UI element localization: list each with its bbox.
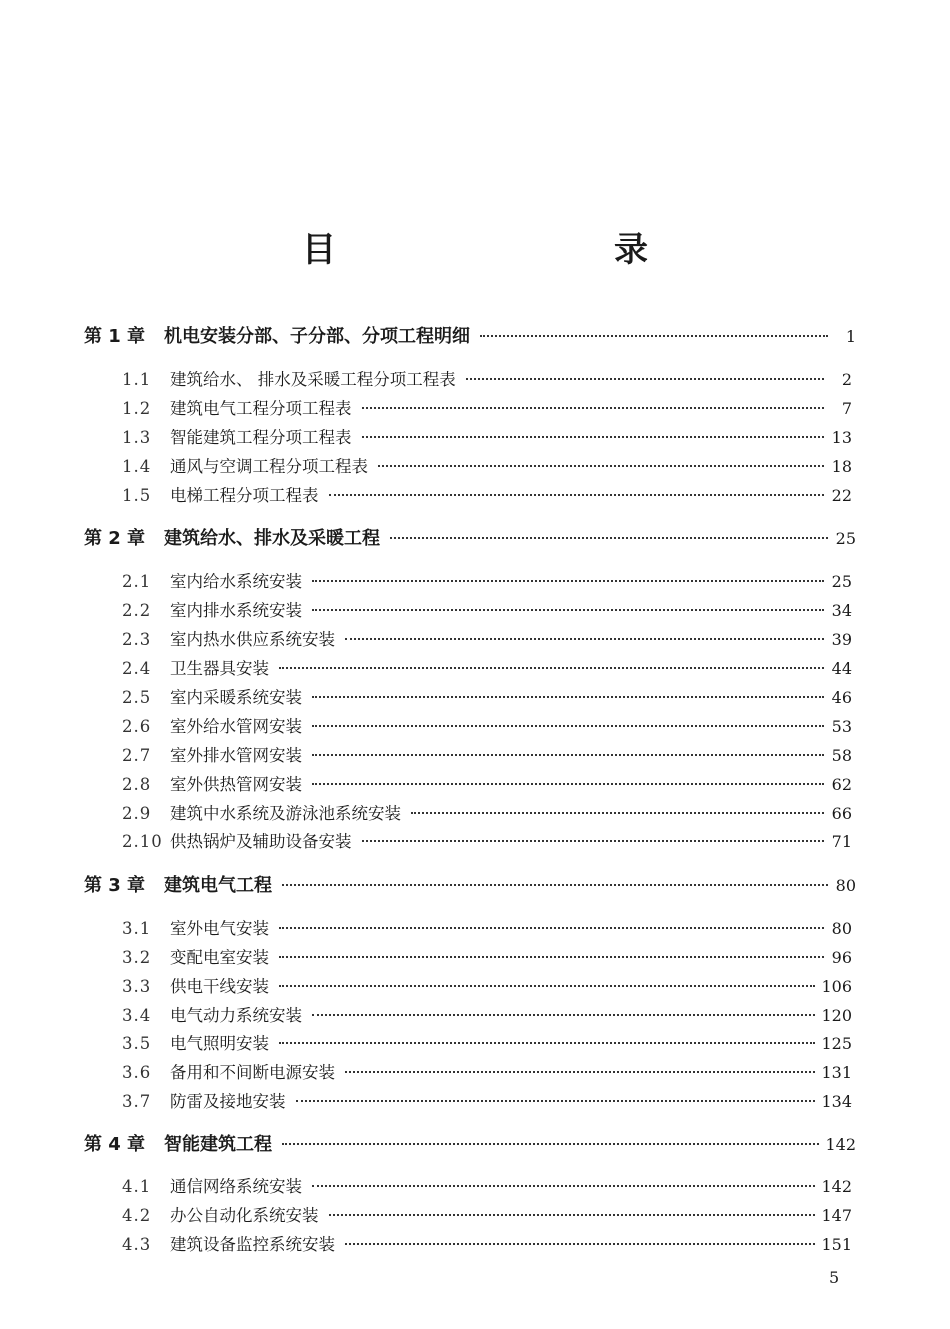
entry-page-number: 151 — [821, 1235, 852, 1254]
dot-leader — [329, 494, 825, 496]
entry-title: 变配电室安装 — [170, 948, 269, 967]
entry-title: 建筑给水、 排水及采暖工程分项工程表 — [170, 370, 456, 389]
entry-title: 室外电气安装 — [170, 919, 269, 938]
entry-page-number: 39 — [831, 630, 852, 649]
toc-section-entry[interactable] — [122, 366, 852, 390]
entry-page-number: 34 — [831, 601, 852, 620]
entry-page-number: 58 — [831, 746, 852, 765]
toc-section-entry[interactable] — [122, 453, 852, 477]
entry-number: 3.4 — [122, 1006, 152, 1025]
page-title: 目 录 — [302, 230, 718, 270]
entry-number: 1.5 — [122, 486, 152, 505]
dot-leader — [362, 407, 825, 409]
entry-title: 电气照明安装 — [170, 1034, 269, 1053]
entry-title: 智能建筑工程分项工程表 — [170, 428, 352, 447]
entry-number: 第 3 章 — [84, 875, 146, 896]
dot-leader — [390, 537, 828, 539]
entry-page-number: 53 — [831, 717, 852, 736]
entry-number: 2.1 — [122, 572, 152, 591]
entry-page-number: 125 — [821, 1034, 852, 1053]
entry-title: 室外供热管网安装 — [170, 775, 302, 794]
toc-section-entry[interactable] — [122, 1202, 852, 1226]
dot-leader — [378, 465, 824, 467]
entry-title: 建筑电气工程分项工程表 — [170, 399, 352, 418]
entry-title: 室内排水系统安装 — [170, 601, 302, 620]
dot-leader — [279, 956, 824, 958]
entry-page-number: 44 — [831, 659, 852, 678]
dot-leader — [312, 696, 824, 698]
entry-page-number: 25 — [835, 529, 856, 548]
dot-leader — [279, 667, 824, 669]
entry-page-number: 142 — [821, 1177, 852, 1196]
entry-number: 2.3 — [122, 630, 152, 649]
entry-number: 2.10 — [122, 832, 163, 851]
entry-number: 1.4 — [122, 457, 152, 476]
entry-number: 第 1 章 — [84, 326, 146, 347]
dot-leader — [345, 1243, 815, 1245]
dot-leader — [282, 1143, 819, 1145]
dot-leader — [282, 884, 828, 886]
dot-leader — [279, 985, 815, 987]
toc-section-entry[interactable] — [122, 655, 852, 679]
entry-page-number: 142 — [825, 1135, 856, 1154]
toc-section-entry[interactable] — [122, 597, 852, 621]
dot-leader — [345, 1071, 815, 1073]
dot-leader — [480, 335, 828, 337]
entry-number: 2.7 — [122, 746, 152, 765]
dot-leader — [312, 580, 824, 582]
toc-section-entry[interactable] — [122, 482, 852, 506]
entry-number: 4.1 — [122, 1177, 152, 1196]
entry-title: 建筑电气工程 — [164, 875, 272, 896]
toc-section-entry[interactable] — [122, 1231, 852, 1255]
entry-page-number: 66 — [831, 804, 852, 823]
page-number: 5 — [829, 1268, 840, 1287]
entry-page-number: 2 — [841, 370, 852, 389]
entry-number: 第 2 章 — [84, 528, 146, 549]
entry-number: 第 4 章 — [84, 1134, 146, 1155]
dot-leader — [312, 725, 824, 727]
entry-title: 室内给水系统安装 — [170, 572, 302, 591]
dot-leader — [362, 840, 825, 842]
entry-page-number: 131 — [821, 1063, 852, 1082]
entry-page-number: 120 — [821, 1006, 852, 1025]
entry-page-number: 80 — [835, 876, 856, 895]
dot-leader — [312, 783, 824, 785]
entry-number: 3.6 — [122, 1063, 152, 1082]
entry-title: 办公自动化系统安装 — [170, 1206, 319, 1225]
toc-section-entry[interactable] — [122, 1088, 852, 1112]
entry-title: 备用和不间断电源安装 — [170, 1063, 335, 1082]
entry-title: 通风与空调工程分项工程表 — [170, 457, 368, 476]
entry-page-number: 13 — [831, 428, 852, 447]
dot-leader — [362, 436, 825, 438]
dot-leader — [345, 638, 824, 640]
entry-title: 电梯工程分项工程表 — [170, 486, 319, 505]
toc-section-entry[interactable] — [122, 568, 852, 592]
entry-number: 2.5 — [122, 688, 152, 707]
toc-section-entry[interactable] — [122, 973, 852, 997]
toc-section-entry[interactable] — [122, 915, 852, 939]
toc-chapter-entry[interactable] — [84, 524, 856, 550]
entry-page-number: 18 — [831, 457, 852, 476]
toc-chapter-entry[interactable] — [84, 871, 856, 897]
entry-number: 3.7 — [122, 1092, 152, 1111]
entry-page-number: 134 — [821, 1092, 852, 1111]
dot-leader — [312, 609, 824, 611]
entry-title: 供电干线安装 — [170, 977, 269, 996]
entry-page-number: 25 — [831, 572, 852, 591]
entry-title: 防雷及接地安装 — [170, 1092, 286, 1111]
entry-number: 4.3 — [122, 1235, 152, 1254]
entry-title: 建筑给水、排水及采暖工程 — [164, 528, 380, 549]
entry-page-number: 71 — [831, 832, 852, 851]
entry-number: 3.2 — [122, 948, 152, 967]
entry-title: 建筑设备监控系统安装 — [170, 1235, 335, 1254]
toc-section-entry[interactable] — [122, 828, 852, 852]
dot-leader — [312, 1185, 815, 1187]
entry-number: 2.4 — [122, 659, 152, 678]
entry-number: 1.2 — [122, 399, 152, 418]
entry-title: 室外给水管网安装 — [170, 717, 302, 736]
toc-section-entry[interactable] — [122, 1059, 852, 1083]
dot-leader — [411, 812, 824, 814]
dot-leader — [312, 1014, 815, 1016]
entry-title: 机电安装分部、子分部、分项工程明细 — [164, 326, 470, 347]
entry-title: 通信网络系统安装 — [170, 1177, 302, 1196]
entry-page-number: 106 — [821, 977, 852, 996]
toc-section-entry[interactable] — [122, 742, 852, 766]
dot-leader — [279, 927, 824, 929]
entry-number: 3.3 — [122, 977, 152, 996]
toc-section-entry[interactable] — [122, 1030, 852, 1054]
entry-page-number: 96 — [831, 948, 852, 967]
entry-title: 室内采暖系统安装 — [170, 688, 302, 707]
entry-number: 2.9 — [122, 804, 152, 823]
toc-chapter-entry[interactable] — [84, 322, 856, 348]
entry-title: 建筑中水系统及游泳池系统安装 — [170, 804, 401, 823]
toc-section-entry[interactable] — [122, 684, 852, 708]
entry-number: 3.5 — [122, 1034, 152, 1053]
entry-number: 3.1 — [122, 919, 152, 938]
dot-leader — [466, 378, 824, 380]
entry-page-number: 46 — [831, 688, 852, 707]
entry-number: 2.6 — [122, 717, 152, 736]
entry-page-number: 7 — [841, 399, 852, 418]
entry-number: 2.2 — [122, 601, 152, 620]
entry-page-number: 80 — [831, 919, 852, 938]
toc-section-entry[interactable] — [122, 800, 852, 824]
toc-section-entry[interactable] — [122, 944, 852, 968]
entry-title: 室外排水管网安装 — [170, 746, 302, 765]
dot-leader — [329, 1214, 816, 1216]
toc-section-entry[interactable] — [122, 395, 852, 419]
entry-number: 1.3 — [122, 428, 152, 447]
entry-title: 室内热水供应系统安装 — [170, 630, 335, 649]
entry-title: 智能建筑工程 — [164, 1134, 272, 1155]
toc-section-entry[interactable] — [122, 771, 852, 795]
entry-title: 电气动力系统安装 — [170, 1006, 302, 1025]
toc-section-entry[interactable] — [122, 1173, 852, 1197]
dot-leader — [279, 1042, 815, 1044]
entry-title: 供热锅炉及辅助设备安装 — [170, 832, 352, 851]
entry-title: 卫生器具安装 — [170, 659, 269, 678]
dot-leader — [312, 754, 824, 756]
entry-number: 4.2 — [122, 1206, 152, 1225]
toc-section-entry[interactable] — [122, 1002, 852, 1026]
entry-page-number: 1 — [845, 327, 856, 346]
toc-section-entry[interactable] — [122, 626, 852, 650]
toc-section-entry[interactable] — [122, 713, 852, 737]
dot-leader — [296, 1100, 816, 1102]
toc-chapter-entry[interactable] — [84, 1130, 856, 1156]
toc-section-entry[interactable] — [122, 424, 852, 448]
entry-number: 1.1 — [122, 370, 152, 389]
entry-page-number: 147 — [821, 1206, 852, 1225]
entry-page-number: 22 — [831, 486, 852, 505]
entry-number: 2.8 — [122, 775, 152, 794]
entry-page-number: 62 — [831, 775, 852, 794]
